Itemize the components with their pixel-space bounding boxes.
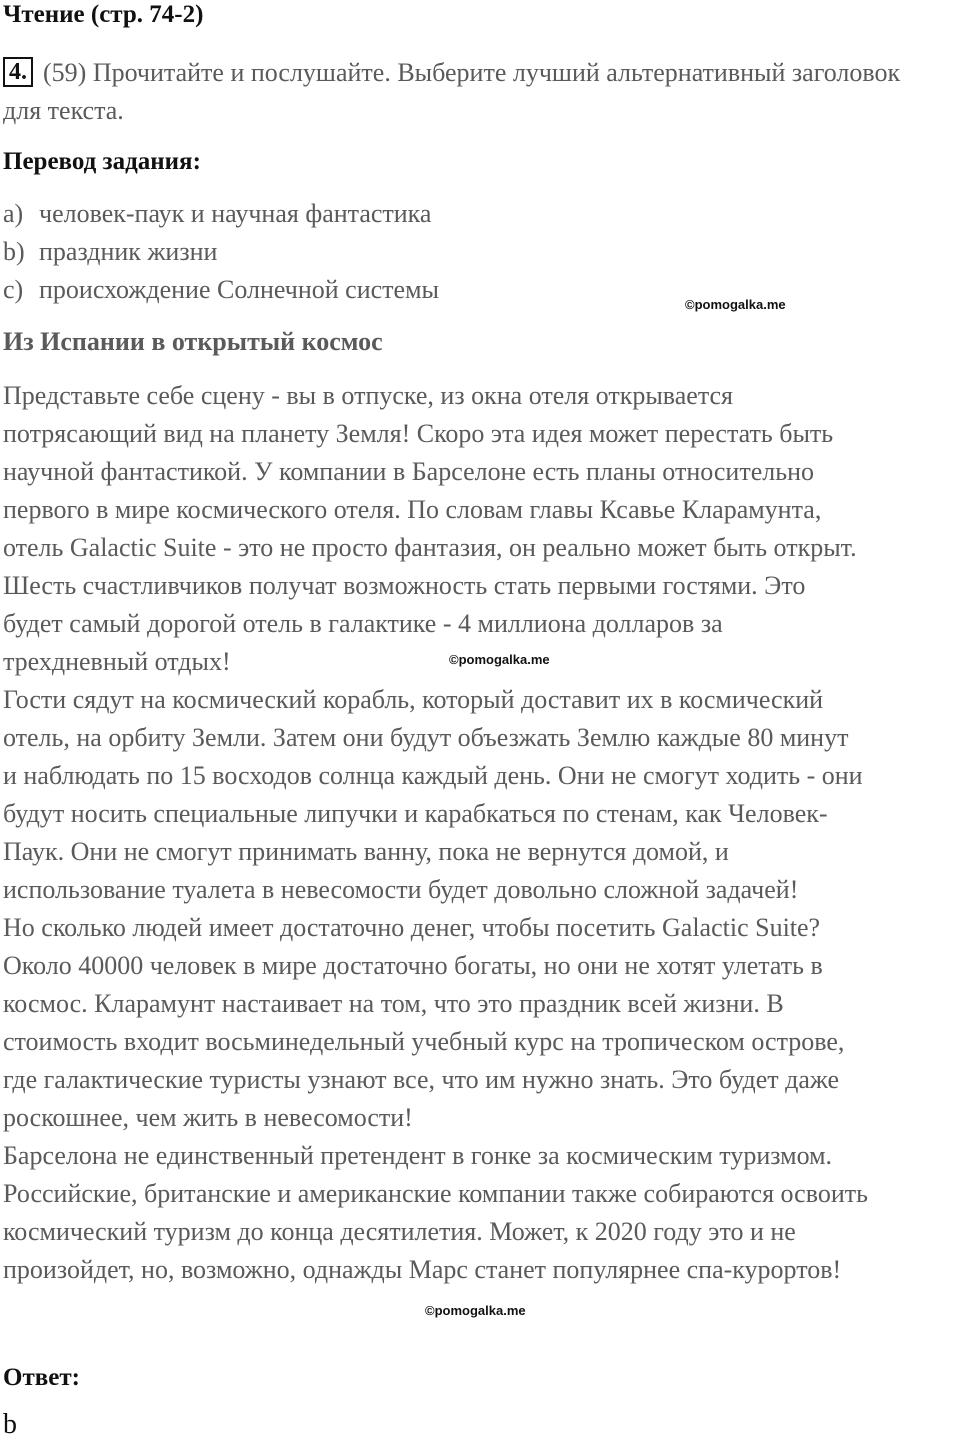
article-line: Гости сядут на космический корабль, который доставит их в космический [3,685,824,714]
option-a [3,195,439,233]
task-number-badge: 4. [3,57,33,87]
article-line: отель, на орбиту Земли. Затем они будут объезжать Землю каждые 80 минут [3,723,849,752]
article-body [3,377,960,1289]
article-line: где галактические туристы узнают все, что им нужно знать. Это будет даже [3,1065,840,1094]
watermark: ©pomogalka.me [425,1303,526,1318]
option-text: праздник жизни [39,237,218,266]
option-b [3,233,439,271]
article-line: Около 40000 человек в мире достаточно богаты, но они не хотят улетать в [3,951,823,980]
watermark: ©pomogalka.me [449,652,550,667]
task-instruction: (59) Прочитайте и послушайте. Выберите лучший альтернативный заголовок для текста. [3,58,901,125]
article-line: роскошнее, чем жить в невесомости! [3,1103,413,1132]
article-line: научной фантастикой. У компании в Барселоне есть планы относительно [3,457,814,486]
article-line: Паук. Они не смогут принимать ванну, пока не вернутся домой, и [3,837,729,866]
article-line: будут носить специальные липучки и карабкаться по стенам, как Человек- [3,799,828,828]
article-line: трехдневный отдых! [3,647,231,676]
answer-value: b [3,1409,17,1440]
option-letter: a) [3,199,24,228]
page-title: Чтение (стр. 74-2) [3,1,204,28]
article-line: произойдет, но, возможно, однажды Марс станет популярнее спа-курортов! [3,1255,842,1284]
article-line: космос. Кларамунт настаивает на том, что это праздник всей жизни. В [3,989,784,1018]
option-text: происхождение Солнечной системы [39,275,439,304]
option-letter: c) [3,275,24,304]
article-line: потрясающий вид на планету Земля! Скоро эта идея может перестать быть [3,419,834,448]
watermark: ©pomogalka.me [685,297,786,312]
translation-options-list [3,195,439,309]
article-line: первого в мире космического отеля. По словам главы Ксавье Кларамунта, [3,495,822,524]
article-line: Барселона не единственный претендент в гонке за космическим туризмом. [3,1141,833,1170]
task-block [3,54,943,130]
option-text: человек-паук и научная фантастика [39,199,432,228]
article-line: Шесть счастливчиков получат возможность стать первыми гостями. Это [3,571,806,600]
article-line: будет самый дорогой отель в галактике - 4 миллиона долларов за [3,609,723,638]
article-line: и наблюдать по 15 восходов солнца каждый день. Они не смогут ходить - они [3,761,863,790]
article-line: Российские, британские и американские компании также собираются освоить [3,1179,868,1208]
article-line: Представьте себе сцену - вы в отпуске, из окна отеля открывается [3,381,733,410]
answer-heading: Ответ: [3,1364,80,1391]
article-title: Из Испании в открытый космос [3,327,383,356]
option-c [3,271,439,309]
article-line: использование туалета в невесомости будет довольно сложной задачей! [3,875,799,904]
article-line: отель Galactic Suite - это не просто фантазия, он реально может быть открыт. [3,533,857,562]
option-letter: b) [3,237,25,266]
article-line: Но сколько людей имеет достаточно денег, чтобы посетить Galactic Suite? [3,913,821,942]
article-line: космический туризм до конца десятилетия. Может, к 2020 году это и не [3,1217,796,1246]
article-line: стоимость входит восьминедельный учебный курс на тропическом острове, [3,1027,845,1056]
translation-heading: Перевод задания: [3,148,201,175]
